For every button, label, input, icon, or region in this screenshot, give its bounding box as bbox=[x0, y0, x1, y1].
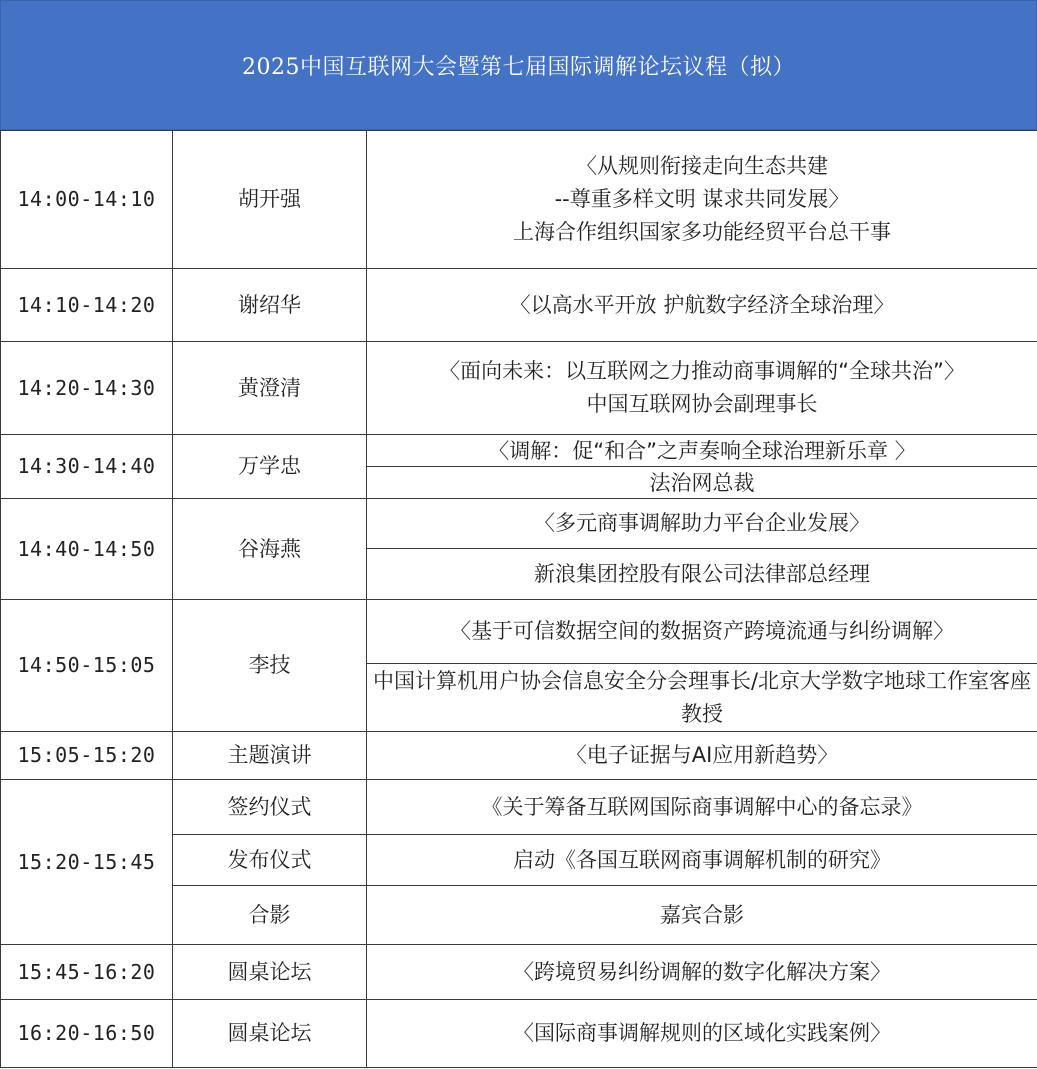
topic-line: 〈电子证据与AI应用新趋势〉 bbox=[565, 743, 839, 767]
speaker-cell: 圆桌论坛 bbox=[173, 1000, 367, 1068]
speaker-cell: 黄澄清 bbox=[173, 342, 367, 435]
table-row bbox=[1, 1000, 1037, 1068]
topic-cell: 〈基于可信数据空间的数据资产跨境流通与纠纷调解〉 bbox=[367, 600, 1037, 664]
topic-line: 〈面向未来：以互联网之力推动商事调解的“全球共治”〉 bbox=[439, 359, 965, 383]
table-row bbox=[1, 600, 1037, 664]
time-cell: 15:05-15:20 bbox=[1, 732, 173, 780]
speaker-cell: 合影 bbox=[173, 886, 367, 945]
table-row bbox=[1, 780, 1037, 835]
topic-cell bbox=[367, 342, 1037, 435]
speaker-cell: 主题演讲 bbox=[173, 732, 367, 780]
topic-cell: 《关于筹备互联网国际商事调解中心的备忘录》 bbox=[367, 780, 1037, 835]
role-cell: 新浪集团控股有限公司法律部总经理 bbox=[367, 549, 1037, 600]
role-cell: 法治网总裁 bbox=[367, 467, 1037, 499]
time-cell: 15:45-16:20 bbox=[1, 945, 173, 1000]
table-row bbox=[1, 131, 1037, 269]
topic-cell bbox=[367, 732, 1037, 780]
topic-line: --尊重多样文明 谋求共同发展〉 bbox=[554, 187, 850, 211]
table-row bbox=[1, 342, 1037, 435]
speaker-cell: 谢绍华 bbox=[173, 269, 367, 342]
table-row bbox=[1, 435, 1037, 467]
topic-line: 中国互联网协会副理事长 bbox=[586, 392, 818, 416]
topic-line: 〈从规则衔接走向生态共建 bbox=[576, 154, 828, 178]
time-cell: 15:20-15:45 bbox=[1, 780, 173, 945]
time-cell: 14:20-14:30 bbox=[1, 342, 173, 435]
speaker-cell: 李技 bbox=[173, 600, 367, 732]
speaker-cell: 圆桌论坛 bbox=[173, 945, 367, 1000]
topic-cell bbox=[367, 945, 1037, 1000]
time-cell: 14:40-14:50 bbox=[1, 499, 173, 600]
time-cell: 14:10-14:20 bbox=[1, 269, 173, 342]
topic-line: 〈跨境贸易纠纷调解的数字化解决方案〉 bbox=[513, 959, 891, 984]
topic-line: 上海合作组织国家多功能经贸平台总干事 bbox=[513, 220, 891, 244]
topic-cell: 启动《各国互联网商事调解机制的研究》 bbox=[367, 835, 1037, 886]
time-cell: 14:00-14:10 bbox=[1, 131, 173, 269]
table-row bbox=[1, 945, 1037, 1000]
agenda-table bbox=[0, 130, 1037, 1068]
title-banner bbox=[0, 0, 1037, 130]
topic-line: 〈国际商事调解规则的区域化实践案例〉 bbox=[513, 1021, 891, 1045]
table-row bbox=[1, 499, 1037, 549]
topic-cell bbox=[367, 131, 1037, 269]
speaker-cell: 万学忠 bbox=[173, 435, 367, 499]
topic-cell bbox=[367, 1000, 1037, 1068]
table-row bbox=[1, 732, 1037, 780]
time-cell: 14:30-14:40 bbox=[1, 435, 173, 499]
topic-cell bbox=[367, 269, 1037, 342]
time-cell: 14:50-15:05 bbox=[1, 600, 173, 732]
time-cell: 16:20-16:50 bbox=[1, 1000, 173, 1068]
speaker-cell: 谷海燕 bbox=[173, 499, 367, 600]
role-cell: 中国计算机用户协会信息安全分会理事长/北京大学数字地球工作室客座教授 bbox=[367, 664, 1037, 732]
speaker-cell: 签约仪式 bbox=[173, 780, 367, 835]
speaker-cell: 胡开强 bbox=[173, 131, 367, 269]
topic-cell: 嘉宾合影 bbox=[367, 886, 1037, 945]
topic-cell: 〈多元商事调解助力平台企业发展〉 bbox=[367, 499, 1037, 549]
speaker-cell: 发布仪式 bbox=[173, 835, 367, 886]
topic-cell: 〈调解：促“和合”之声奏响全球治理新乐章 〉 bbox=[367, 435, 1037, 467]
topic-line: 〈以高水平开放 护航数字经济全球治理〉 bbox=[509, 292, 895, 317]
table-row bbox=[1, 269, 1037, 342]
document-title: 2025中国互联网大会暨第七届国际调解论坛议程（拟） bbox=[242, 54, 795, 80]
